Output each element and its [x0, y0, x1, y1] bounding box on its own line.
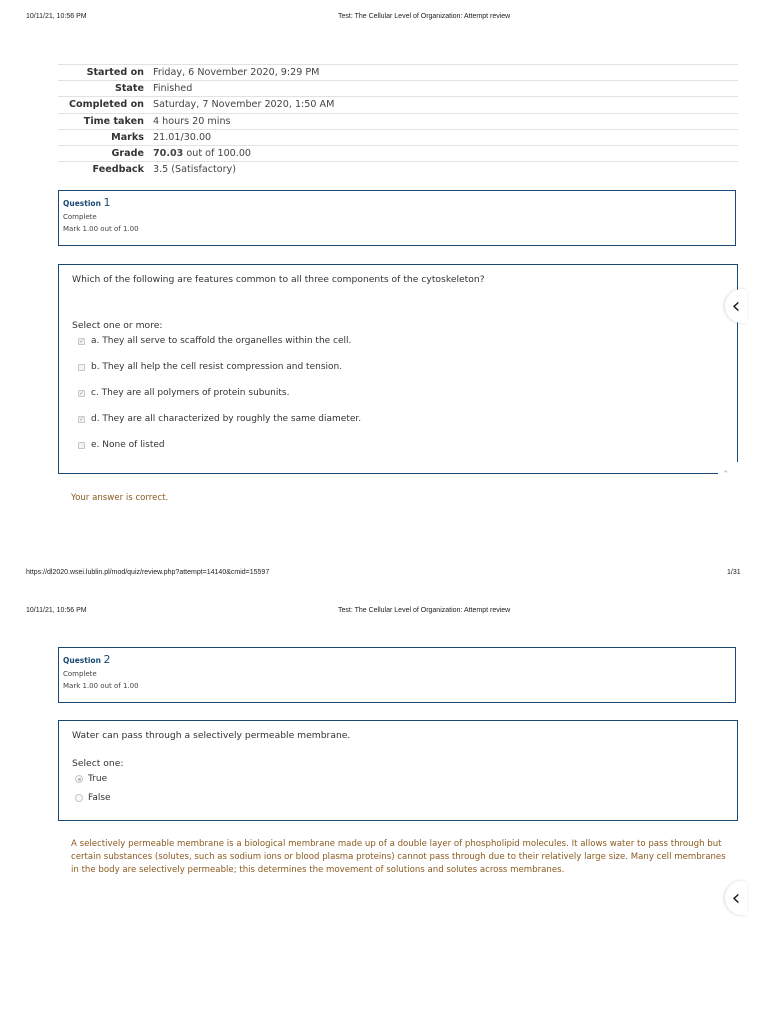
question-1-info — [58, 190, 736, 246]
summary-label: Started on — [86, 67, 144, 79]
page-number-footer: 1/31 — [727, 569, 741, 576]
question-2-feedback: A selectively permeable membrane is a biological membrane made up of a double layer of phospholipid molecules. It allows water to pass through but certain substances (solutes, such as sodium ions or blood plasma proteins) cannot pass through due to their relatively large size. Many cell membranes in the body are selectively permeable; this determines the movement of solutions and solutes across membranes. — [71, 839, 726, 875]
summary-row-started — [58, 64, 738, 80]
radio-selected-icon[interactable] — [75, 775, 83, 783]
answer-option-a[interactable] — [78, 336, 351, 346]
option-label: b. They all help the cell resist compression and tension. — [91, 362, 343, 372]
answer-prompt: Select one or more: — [72, 320, 163, 331]
option-label: d. They are all characterized by roughly the same diameter. — [91, 414, 362, 424]
answer-option-e[interactable] — [78, 440, 165, 450]
summary-row-completed — [58, 96, 738, 112]
print-date-header: 10/11/21, 10:56 PM — [26, 607, 87, 614]
option-label: a. They all serve to scaffold the organelles within the cell. — [91, 336, 352, 346]
summary-label: Grade — [111, 148, 144, 160]
print-url-footer: https://dl2020.wsei.lublin.pl/mod/quiz/review.php?attempt=14140&cmid=15597 — [26, 569, 270, 576]
question-number-value: 2 — [103, 653, 111, 666]
question-number — [63, 653, 731, 666]
summary-value: 3.5 (Satisfactory) — [153, 164, 236, 176]
question-number — [63, 196, 731, 209]
summary-label: State — [114, 83, 144, 95]
summary-value — [153, 148, 251, 159]
checkbox-checked-icon[interactable]: ✓ — [78, 337, 85, 345]
summary-value: 21.01/30.00 — [153, 131, 212, 143]
option-label: c. They are all polymers of protein subunits. — [91, 388, 290, 398]
option-label: e. None of listed — [91, 440, 165, 450]
summary-value: 4 hours 20 mins — [153, 115, 231, 127]
question-label: Question — [63, 199, 101, 208]
answer-option-b[interactable] — [78, 362, 342, 372]
question-text: Water can pass through a selectively permeable membrane. — [72, 730, 351, 741]
summary-value: Friday, 6 November 2020, 9:29 PM — [153, 67, 320, 79]
question-mark: Mark 1.00 out of 1.00 — [63, 225, 139, 233]
answer-option-false[interactable] — [75, 793, 111, 803]
print-title-header: Test: The Cellular Level of Organization: Attempt review — [338, 607, 511, 614]
grade-value: 70.03 — [153, 148, 184, 160]
question-1-content — [58, 264, 738, 474]
question-2-content — [58, 720, 738, 821]
question-label: Question — [63, 656, 101, 665]
summary-label: Feedback — [92, 164, 144, 176]
summary-label: Time taken — [83, 115, 144, 127]
checkbox-unchecked-icon[interactable] — [78, 364, 85, 371]
attempt-summary-table — [58, 64, 738, 177]
print-title-header: Test: The Cellular Level of Organization: Attempt review — [338, 13, 511, 20]
question-1-feedback: Your answer is correct. — [71, 493, 169, 503]
answer-option-d[interactable] — [78, 414, 361, 424]
checkbox-checked-icon[interactable]: ✓ — [78, 415, 85, 423]
question-2-info — [58, 647, 736, 703]
summary-label: Completed on — [68, 99, 144, 111]
question-number-value: 1 — [103, 196, 111, 209]
summary-value: Saturday, 7 November 2020, 1:50 AM — [153, 99, 335, 111]
chevron-left-icon[interactable]: ‹ — [725, 881, 747, 915]
question-text: Which of the following are features common to all three components of the cytoskeleton? — [72, 274, 485, 285]
summary-label: Marks — [111, 131, 144, 143]
option-label: True — [88, 774, 108, 784]
checkbox-checked-icon[interactable]: ✓ — [78, 389, 85, 397]
question-mark: Mark 1.00 out of 1.00 — [63, 682, 139, 690]
summary-row-marks — [58, 129, 738, 145]
summary-row-time-taken — [58, 113, 738, 129]
answer-option-c[interactable] — [78, 388, 289, 398]
answer-prompt: Select one: — [72, 758, 124, 769]
answer-option-true[interactable] — [75, 774, 107, 784]
summary-value: Finished — [153, 83, 193, 95]
chevron-left-icon[interactable]: ‹ — [725, 289, 747, 323]
print-date-header: 10/11/21, 10:56 PM — [26, 13, 87, 20]
grade-out-of: out of 100.00 — [183, 148, 252, 160]
chevron-up-icon[interactable]: ⌃ — [722, 470, 730, 480]
option-label: False — [88, 793, 111, 803]
summary-row-grade — [58, 145, 738, 161]
checkbox-unchecked-icon[interactable] — [78, 442, 85, 449]
summary-row-state — [58, 80, 738, 96]
question-state: Complete — [63, 213, 97, 221]
radio-unselected-icon[interactable] — [75, 794, 83, 802]
question-state: Complete — [63, 670, 97, 678]
summary-row-feedback — [58, 161, 738, 177]
